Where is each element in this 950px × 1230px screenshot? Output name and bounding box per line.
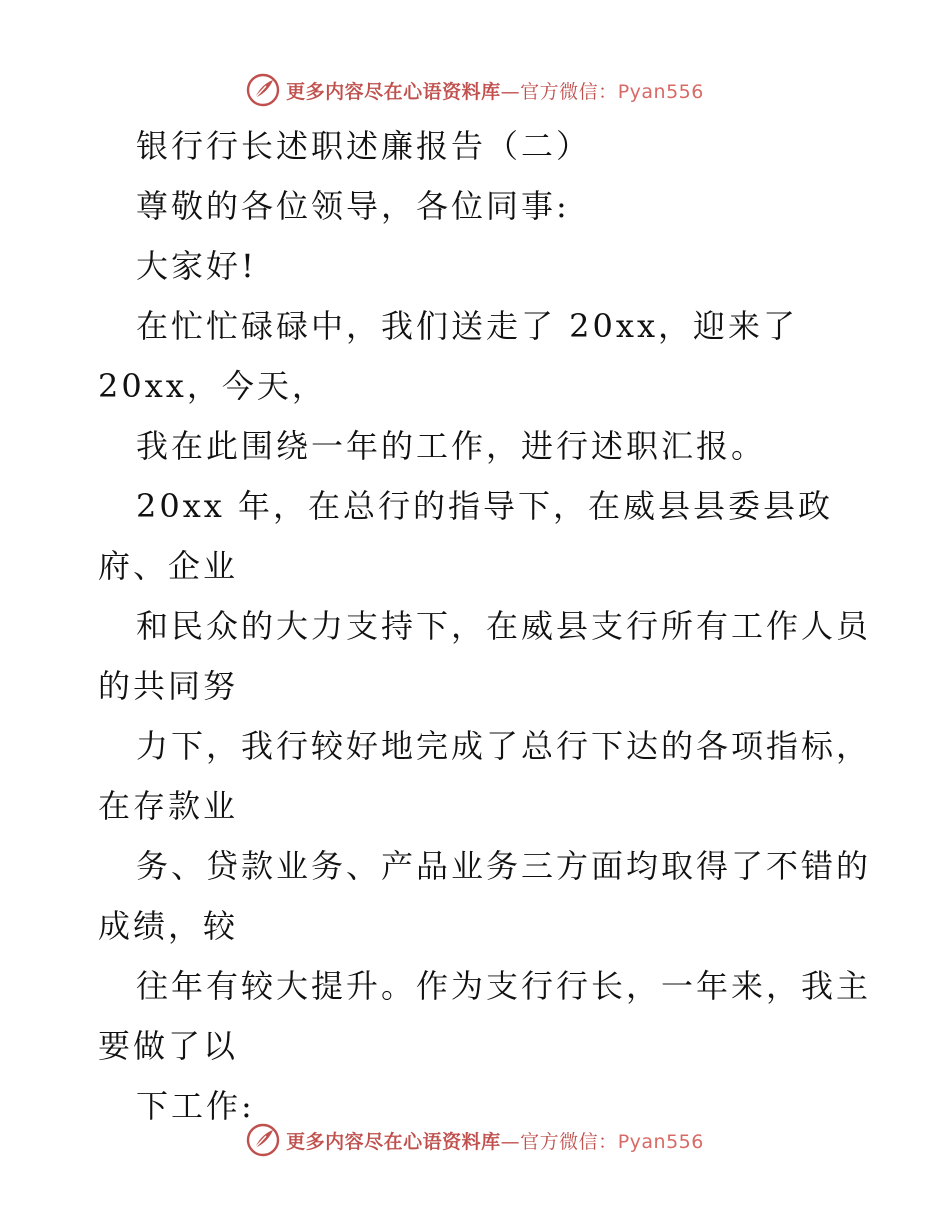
watermark-footer [0, 1120, 950, 1160]
document-title: 银行行长述职述廉报告（二） [136, 127, 592, 165]
greeting: 大家好! [136, 247, 257, 285]
paragraph-line: 下工作: [136, 1087, 255, 1125]
paragraph-line: 往年有较大提升。作为支行行长，一年来，我主 [136, 967, 872, 1005]
paragraph-line: 20xx，今天， [98, 367, 327, 405]
watermark-text: 更多内容尽在心语资料库—官方微信：Pyan556 [286, 1130, 704, 1153]
paragraph-line: 在存款业 [98, 787, 239, 825]
paragraph-line: 我在此围绕一年的工作，进行述职汇报。 [136, 427, 767, 465]
paragraph-line: 的共同努 [98, 667, 239, 705]
paragraph-line: 成绩，较 [98, 907, 239, 945]
watermark-header [0, 70, 950, 110]
paragraph-line: 府、企业 [98, 547, 239, 585]
paragraph-line: 力下，我行较好地完成了总行下达的各项指标， [136, 727, 872, 765]
paragraph-line: 要做了以 [98, 1027, 239, 1065]
paragraph-line: 在忙忙碌碌中，我们送走了 20xx，迎来了 [136, 307, 798, 345]
paragraph-line: 务、贷款业务、产品业务三方面均取得了不错的 [136, 847, 872, 885]
feather-pen-logo-icon [246, 1123, 280, 1157]
paragraph-line: 20xx 年，在总行的指导下，在威县县委县政 [136, 487, 833, 525]
salutation: 尊敬的各位领导，各位同事: [136, 187, 570, 225]
document-body [98, 124, 872, 1128]
watermark-text: 更多内容尽在心语资料库—官方微信：Pyan556 [286, 80, 704, 103]
feather-pen-logo-icon [246, 73, 280, 107]
paragraph-line: 和民众的大力支持下，在威县支行所有工作人员 [136, 607, 872, 645]
